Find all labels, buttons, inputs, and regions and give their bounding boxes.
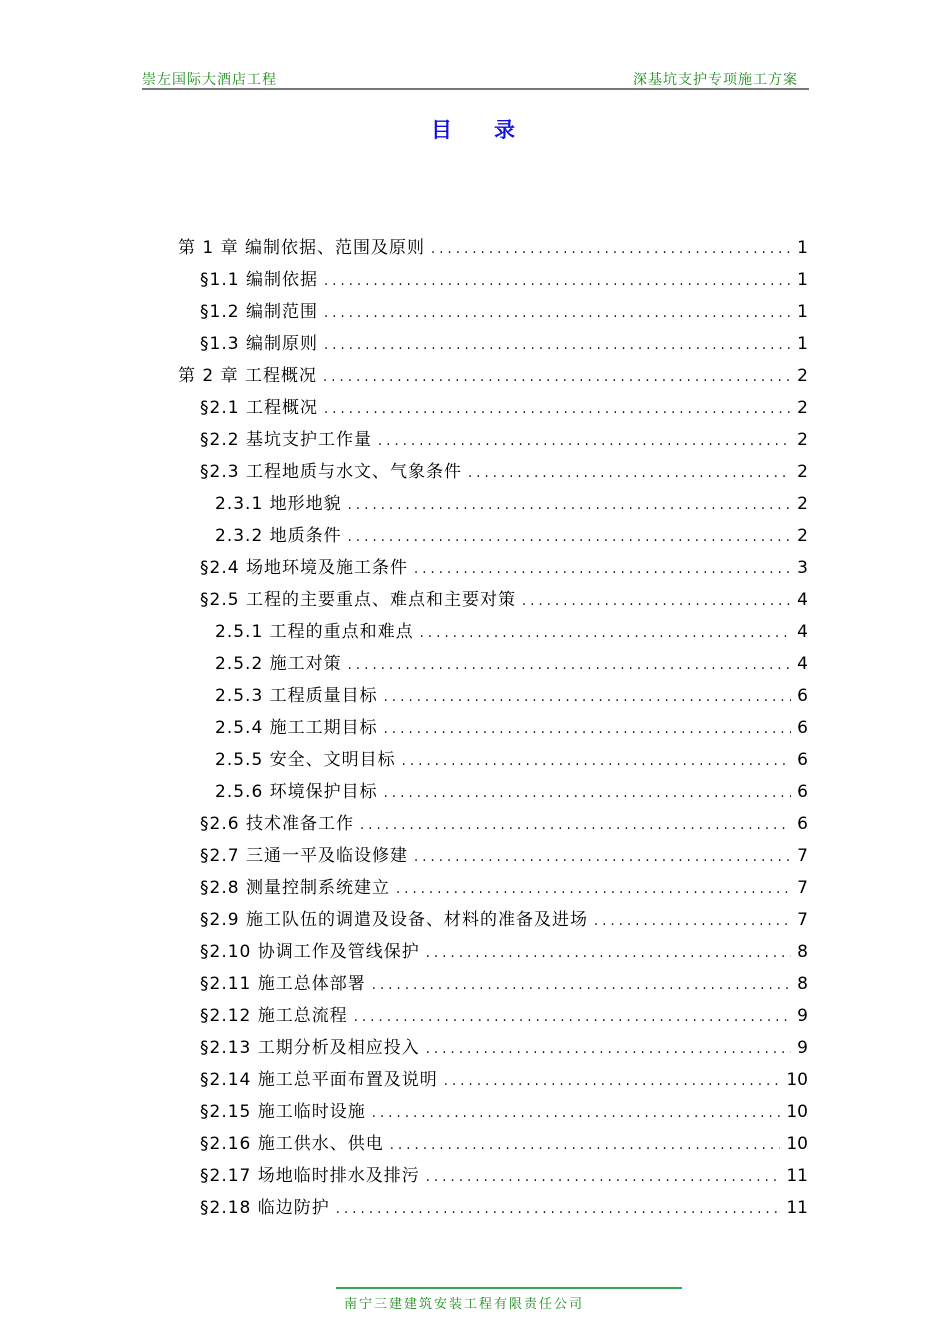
toc-entry-label: §2.7 三通一平及临设修建: [200, 846, 408, 866]
toc-entry[interactable]: [178, 553, 808, 585]
toc-entry[interactable]: [178, 585, 808, 617]
toc-dot-leader: [384, 690, 792, 705]
toc-page-number: 2: [797, 462, 808, 482]
toc-dot-leader: [372, 1106, 781, 1121]
toc-entry-label: §2.18 临边防护: [200, 1198, 330, 1218]
toc-entry[interactable]: [178, 777, 808, 809]
toc-page-number: 7: [797, 910, 808, 930]
toc-entry-label: §2.5 工程的主要重点、难点和主要对策: [200, 590, 516, 610]
toc-entry[interactable]: [178, 393, 808, 425]
toc-entry[interactable]: [178, 873, 808, 905]
toc-dot-leader: [348, 658, 792, 673]
toc-entry[interactable]: [178, 969, 808, 1001]
toc-entry-label: §1.2 编制范围: [200, 302, 318, 322]
toc-dot-leader: [384, 786, 792, 801]
toc-entry[interactable]: [178, 1097, 808, 1129]
toc-entry-label: 2.5.4 施工工期目标: [215, 718, 378, 738]
toc-dot-leader: [420, 626, 792, 641]
toc-entry[interactable]: [178, 489, 808, 521]
toc-entry[interactable]: [178, 361, 808, 393]
toc-dot-leader: [396, 882, 791, 897]
toc-page-number: 4: [797, 590, 808, 610]
toc-entry[interactable]: [178, 649, 808, 681]
toc-dot-leader: [414, 562, 791, 577]
toc-dot-leader: [372, 978, 791, 993]
toc-entry[interactable]: [178, 905, 808, 937]
toc-entry-label: §2.2 基坑支护工作量: [200, 430, 372, 450]
toc-page-number: 8: [797, 974, 808, 994]
toc-dot-leader: [431, 242, 791, 257]
toc-dot-leader: [426, 1170, 781, 1185]
toc-dot-leader: [378, 434, 791, 449]
page-title: 目录: [431, 118, 557, 142]
toc-entry-label: §2.9 施工队伍的调遣及设备、材料的准备及进场: [200, 910, 588, 930]
toc-page-number: 6: [797, 814, 808, 834]
toc-page-number: 2: [797, 430, 808, 450]
toc-entry-label: §2.6 技术准备工作: [200, 814, 354, 834]
toc-page-number: 7: [797, 878, 808, 898]
toc-entry-label: §2.3 工程地质与水文、气象条件: [200, 462, 462, 482]
toc-entry[interactable]: [178, 745, 808, 777]
toc-dot-leader: [336, 1202, 781, 1217]
toc-entry-label: 第 2 章 工程概况: [178, 366, 318, 386]
toc-dot-leader: [348, 498, 792, 513]
toc-entry[interactable]: [178, 521, 808, 553]
toc-entry[interactable]: [178, 1001, 808, 1033]
toc-entry-label: 第 1 章 编制依据、范围及原则: [178, 238, 426, 258]
toc-dot-leader: [354, 1010, 791, 1025]
toc-dot-leader: [426, 946, 791, 961]
toc-entry[interactable]: [178, 809, 808, 841]
toc-entry[interactable]: [178, 297, 808, 329]
toc-entry-label: §2.15 施工临时设施: [200, 1102, 366, 1122]
header-project-name: 崇左国际大酒店工程: [142, 72, 277, 88]
toc-page-number: 10: [786, 1070, 808, 1090]
toc-entry-label: §1.3 编制原则: [200, 334, 318, 354]
toc-entry-label: 2.5.1 工程的重点和难点: [215, 622, 414, 642]
toc-dot-leader: [324, 274, 791, 289]
toc-entry[interactable]: [178, 1033, 808, 1065]
toc-page-number: 1: [797, 334, 808, 354]
toc-page-number: 2: [797, 398, 808, 418]
toc-entry[interactable]: [178, 329, 808, 361]
toc-entry[interactable]: [178, 1161, 808, 1193]
toc-entry-label: 2.5.3 工程质量目标: [215, 686, 378, 706]
toc-entry[interactable]: [178, 841, 808, 873]
toc-page-number: 10: [786, 1134, 808, 1154]
toc-dot-leader: [324, 402, 791, 417]
toc-dot-leader: [384, 722, 792, 737]
toc-dot-leader: [323, 370, 791, 385]
toc-page-number: 6: [797, 686, 808, 706]
toc-entry-label: §2.12 施工总流程: [200, 1006, 348, 1026]
toc-entry-label: §2.4 场地环境及施工条件: [200, 558, 408, 578]
toc-page-number: 4: [797, 654, 808, 674]
toc-page-number: 2: [797, 494, 808, 514]
toc-dot-leader: [348, 530, 792, 545]
toc-dot-leader: [426, 1042, 791, 1057]
toc-page-number: 8: [797, 942, 808, 962]
toc-page-number: 1: [797, 302, 808, 322]
toc-entry[interactable]: [178, 617, 808, 649]
toc-page-number: 9: [797, 1006, 808, 1026]
header-document-name: 深基坑支护专项施工方案: [633, 72, 798, 88]
toc-dot-leader: [390, 1138, 781, 1153]
toc-dot-leader: [324, 306, 791, 321]
toc-entry[interactable]: [178, 265, 808, 297]
toc-page-number: 6: [797, 750, 808, 770]
toc-entry-label: §2.14 施工总平面布置及说明: [200, 1070, 438, 1090]
toc-entry-label: 2.5.5 安全、文明目标: [215, 750, 396, 770]
toc-dot-leader: [414, 850, 791, 865]
toc-entry[interactable]: [178, 457, 808, 489]
toc-page-number: 11: [786, 1198, 808, 1218]
toc-dot-leader: [522, 594, 791, 609]
toc-entry[interactable]: [178, 937, 808, 969]
toc-entry-label: 2.3.2 地质条件: [215, 526, 342, 546]
toc-dot-leader: [324, 338, 791, 353]
toc-entry-label: §2.17 场地临时排水及排污: [200, 1166, 420, 1186]
toc-entry-label: §2.10 协调工作及管线保护: [200, 942, 420, 962]
toc-dot-leader: [444, 1074, 781, 1089]
toc-page-number: 11: [786, 1166, 808, 1186]
toc-dot-leader: [402, 754, 792, 769]
toc-entry[interactable]: [178, 1193, 808, 1225]
table-of-contents: [178, 233, 808, 1225]
toc-page-number: 2: [797, 366, 808, 386]
toc-entry[interactable]: [178, 425, 808, 457]
toc-entry-label: §2.8 测量控制系统建立: [200, 878, 390, 898]
toc-dot-leader: [468, 466, 791, 481]
toc-entry[interactable]: [178, 1065, 808, 1097]
header-divider: [142, 88, 809, 90]
toc-page-number: 2: [797, 526, 808, 546]
toc-page-number: 1: [797, 238, 808, 258]
toc-page-number: 9: [797, 1038, 808, 1058]
toc-entry-label: 2.5.6 环境保护目标: [215, 782, 378, 802]
toc-page-number: 6: [797, 718, 808, 738]
toc-page-number: 1: [797, 270, 808, 290]
toc-entry[interactable]: [178, 233, 808, 265]
toc-page-number: 10: [786, 1102, 808, 1122]
toc-entry[interactable]: [178, 713, 808, 745]
toc-dot-leader: [594, 914, 791, 929]
toc-entry-label: §1.1 编制依据: [200, 270, 318, 290]
toc-page-number: 3: [797, 558, 808, 578]
toc-entry-label: 2.3.1 地形地貌: [215, 494, 342, 514]
toc-page-number: 6: [797, 782, 808, 802]
toc-entry-label: §2.11 施工总体部署: [200, 974, 366, 994]
toc-page-number: 7: [797, 846, 808, 866]
toc-entry[interactable]: [178, 1129, 808, 1161]
toc-entry-label: 2.5.2 施工对策: [215, 654, 342, 674]
toc-entry-label: §2.16 施工供水、供电: [200, 1134, 384, 1154]
toc-page-number: 4: [797, 622, 808, 642]
footer-company: 南宁三建建筑安装工程有限责任公司: [344, 1297, 585, 1312]
toc-entry[interactable]: [178, 681, 808, 713]
toc-entry-label: §2.1 工程概况: [200, 398, 318, 418]
footer-divider: [336, 1287, 682, 1289]
toc-entry-label: §2.13 工期分析及相应投入: [200, 1038, 420, 1058]
toc-dot-leader: [360, 818, 791, 833]
